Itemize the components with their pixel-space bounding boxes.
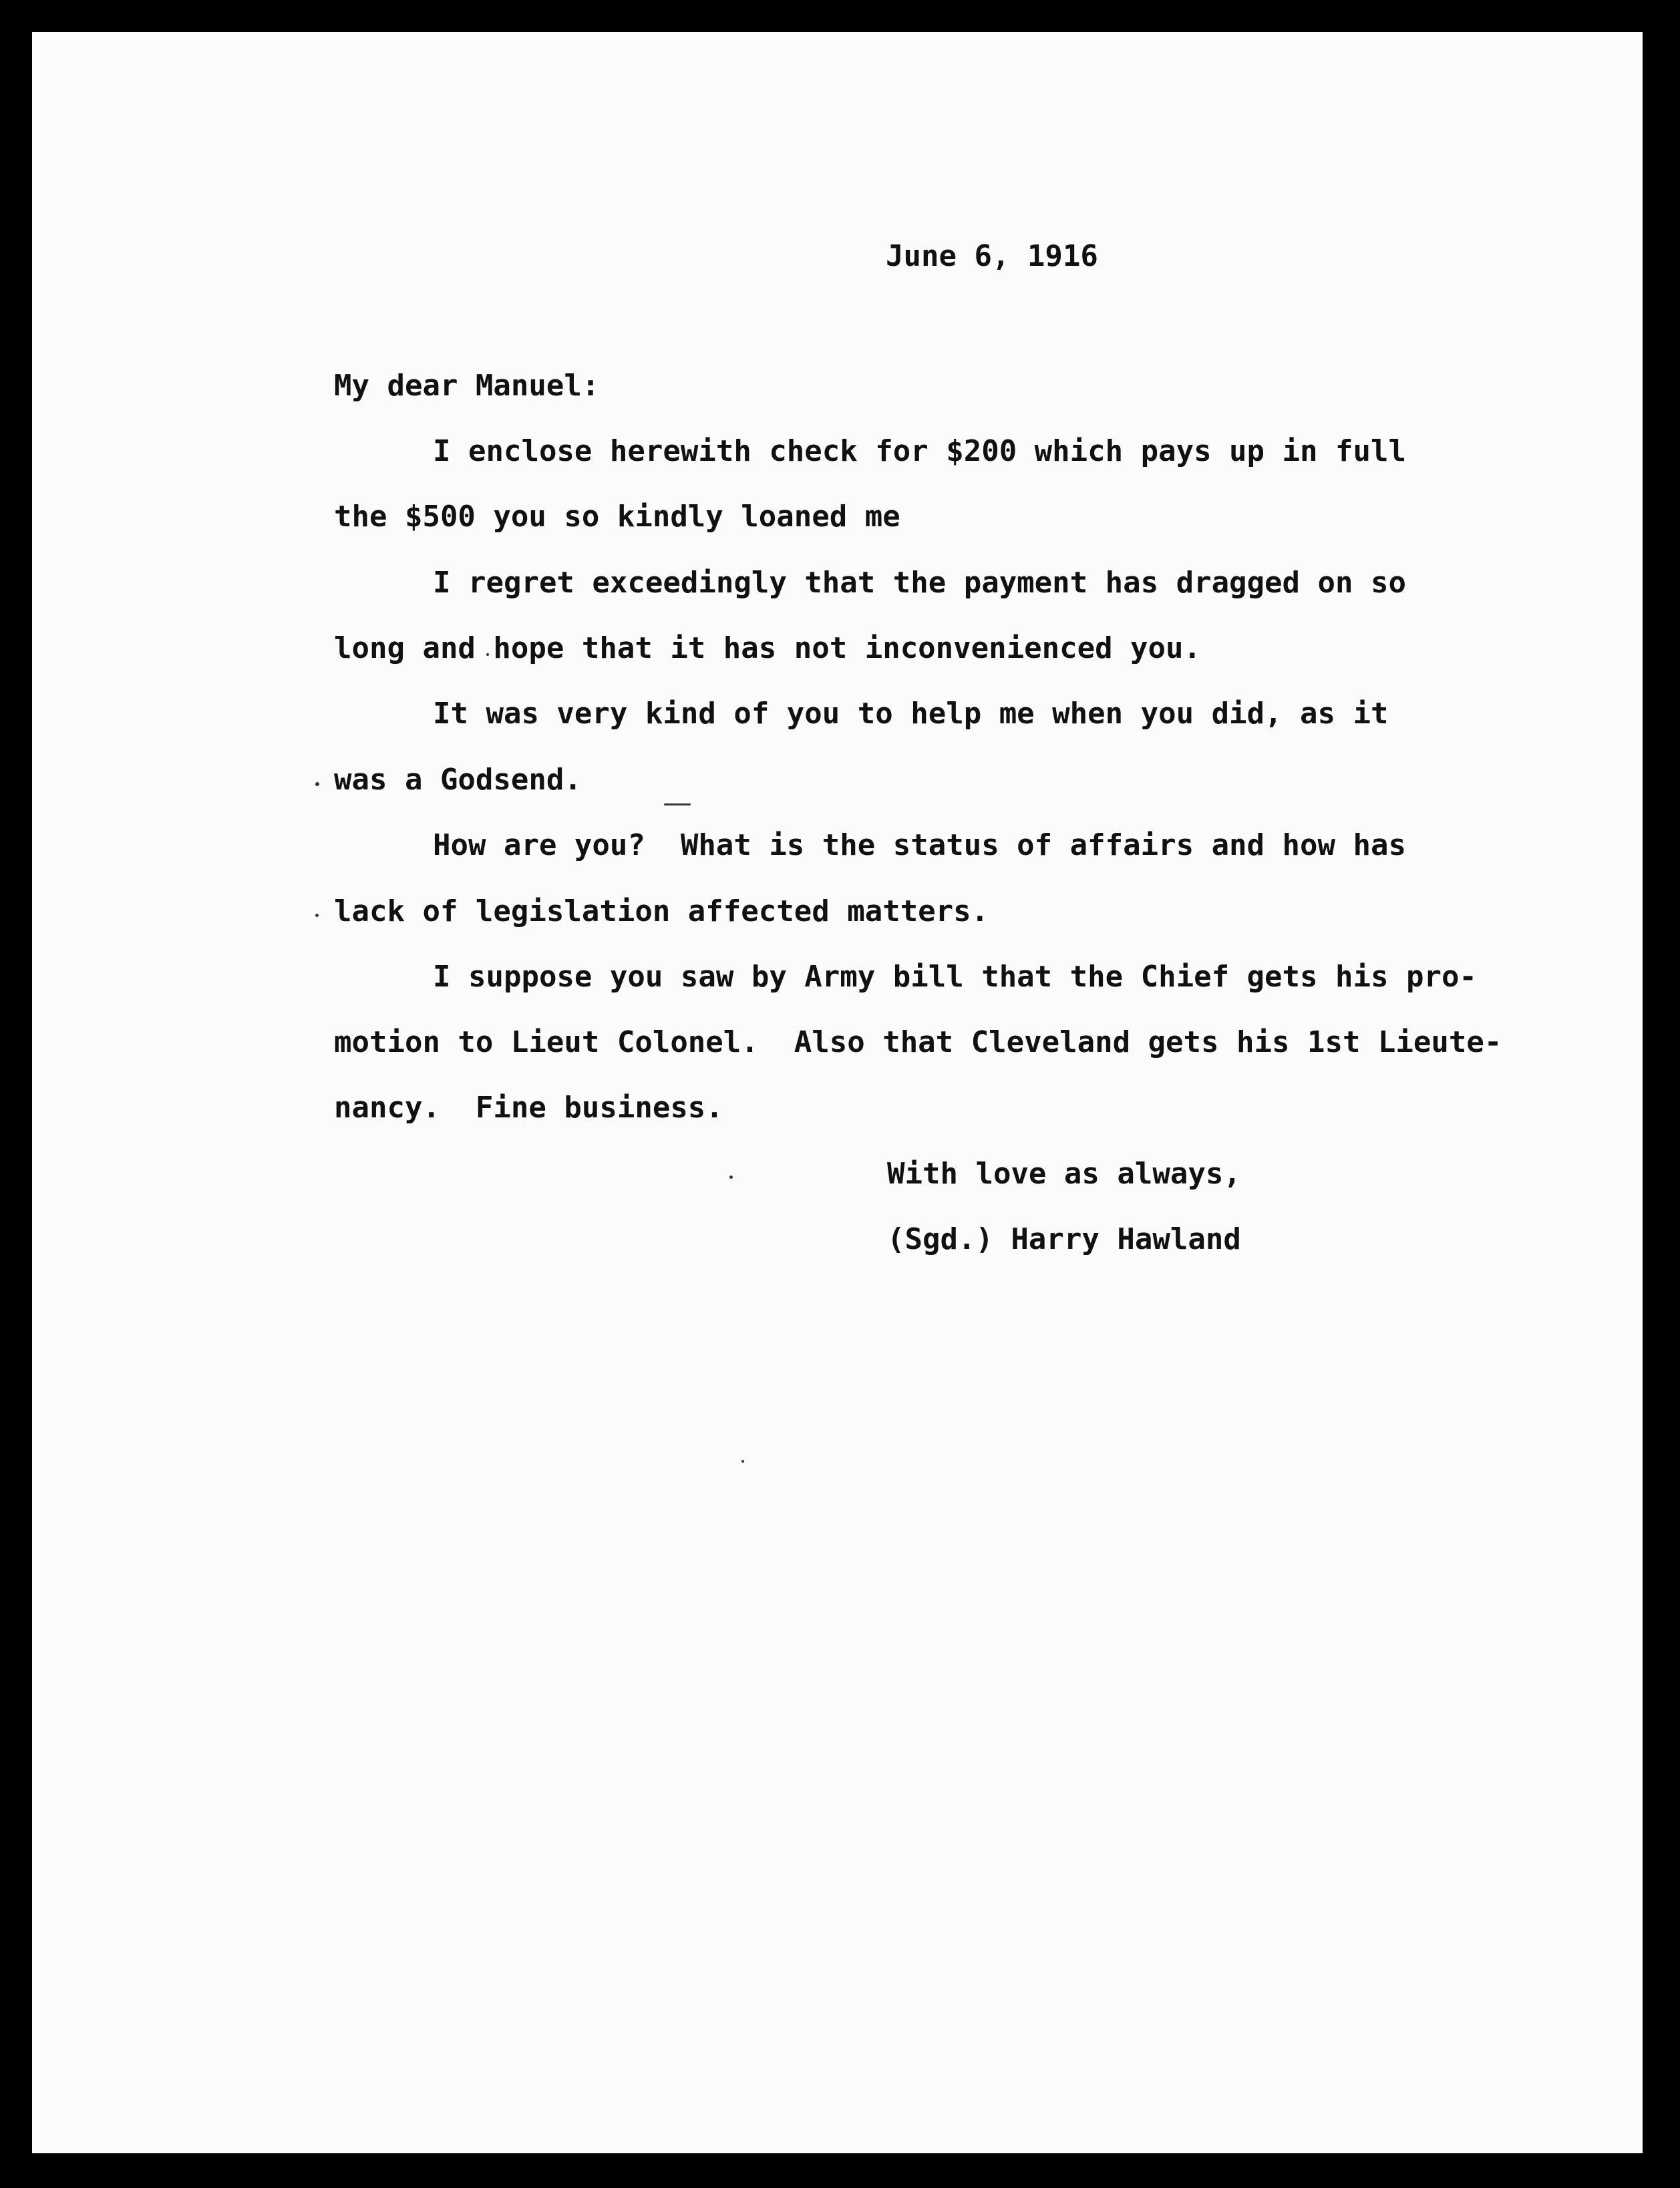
letter-salutation: My dear Manuel: — [334, 369, 600, 403]
paper-speck — [729, 1175, 733, 1179]
letter-line: I regret exceedingly that the payment has dragged on so — [433, 566, 1406, 600]
letter-line: nancy. Fine business. — [334, 1091, 723, 1125]
letter-closing: With love as always, — [887, 1157, 1241, 1191]
letter-page — [32, 32, 1643, 2153]
letter-line: It was very kind of you to help me when you did, as it — [433, 697, 1389, 731]
letter-line: How are you? What is the status of affairs and how has — [433, 828, 1406, 862]
paper-speck — [741, 1460, 744, 1463]
letter-line: the $500 you so kindly loaned me — [334, 500, 900, 534]
letter-line: motion to Lieut Colonel. Also that Cleveland gets his 1st Lieute- — [334, 1025, 1502, 1059]
paper-speck — [315, 782, 319, 786]
letter-date: June 6, 1916 — [886, 239, 1098, 273]
paper-mark — [664, 803, 691, 805]
letter-line: I enclose herewith check for $200 which pays up in full — [433, 434, 1406, 468]
letter-line: was a Godsend. — [334, 763, 582, 797]
letter-line: lack of legislation affected matters. — [334, 894, 989, 928]
letter-line: long and hope that it has not inconvenienced you. — [334, 631, 1202, 665]
letter-signature: (Sgd.) Harry Hawland — [887, 1222, 1241, 1256]
paper-speck — [315, 914, 319, 917]
letter-line: I suppose you saw by Army bill that the Chief gets his pro- — [433, 960, 1477, 994]
